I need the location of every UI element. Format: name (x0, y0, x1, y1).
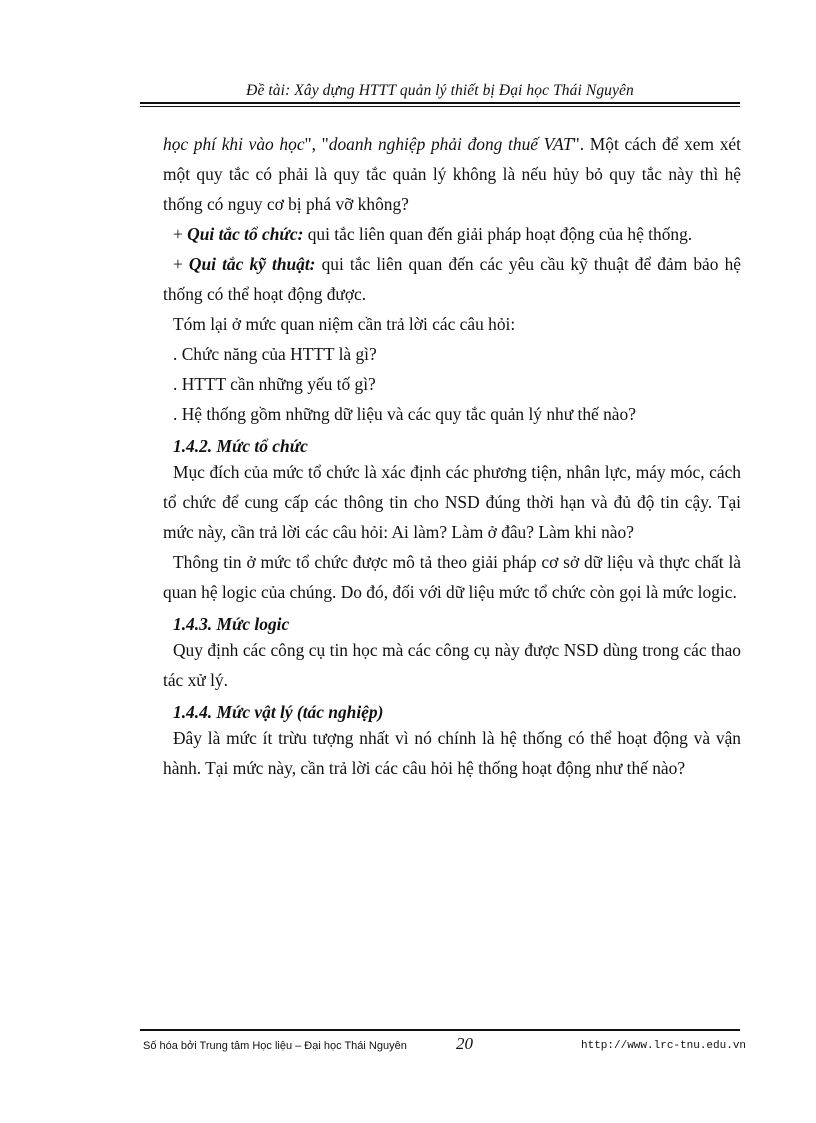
paragraph-organization-level: Mục đích của mức tổ chức là xác định các phương tiện, nhân lực, máy móc, cách tổ chức để cung cấp các thông tin cho NSD đúng thời hạn và đủ độ tin cậy. Tại mức này, cần trả lời các câu hỏi: Ai làm? Làm ở đâu? Làm khi nào? (163, 462, 741, 542)
paragraph-organization-rule (163, 219, 741, 249)
paragraph-organization-info: Thông tin ở mức tổ chức được mô tả theo giải pháp cơ sở dữ liệu và thực chất là quan hệ logic của chúng. Do đó, đối với dữ liệu mức tổ chức còn gọi là mức logic. (163, 552, 741, 602)
paragraph-physical-level: Đây là mức ít trừu tượng nhất vì nó chính là hệ thống có thể hoạt động và vận hành. Tại mức này, cần trả lời các câu hỏi hệ thống hoạt động như thế nào? (163, 728, 741, 778)
header-rule-thin (140, 106, 740, 107)
term-technical-rule: Qui tắc kỹ thuật: (188, 254, 316, 274)
running-header: Đề tài: Xây dựng HTTT quản lý thiết bị Đại học Thái Nguyên (246, 82, 634, 99)
question-item-1: . Chức năng của HTTT là gì? (173, 344, 377, 364)
footer-rule (140, 1029, 740, 1031)
paragraph-business-rule-examples (163, 129, 741, 219)
italic-example-1: học phí khi vào học (163, 134, 305, 154)
body-text (163, 129, 741, 783)
section-heading-1-4-3: 1.4.3. Mức logic (173, 614, 290, 634)
bullet-prefix: + (173, 254, 189, 274)
paragraph-text: qui tắc liên quan đến các yêu cầu kỹ thuật để đảm bảo hệ thống có thể hoạt động được. (163, 254, 741, 304)
paragraph-text: ". Một cách để xem xét một quy tắc có phải là quy tắc quản lý không là nếu hủy bỏ quy tắc này thì hệ thống có nguy cơ bị phá vỡ không? (163, 134, 741, 214)
paragraph-summary: Tóm lại ở mức quan niệm cần trả lời các câu hỏi: (173, 314, 516, 334)
footer-url: http://www.lrc-tnu.edu.vn (581, 1040, 747, 1052)
paragraph-logic-level: Quy định các công cụ tin học mà các công cụ này được NSD dùng trong các thao tác xử lý. (163, 640, 741, 690)
paragraph-technical-rule (163, 249, 741, 309)
header-rule (140, 102, 740, 104)
term-organization-rule: Qui tắc tổ chức: (187, 224, 304, 244)
bullet-prefix: + (173, 224, 188, 244)
section-heading-1-4-2: 1.4.2. Mức tổ chức (173, 436, 308, 456)
question-item-3: . Hệ thống gồm những dữ liệu và các quy tắc quản lý như thế nào? (173, 404, 636, 424)
page-number: 20 (456, 1034, 473, 1053)
section-heading-1-4-4: 1.4.4. Mức vật lý (tác nghiệp) (173, 702, 384, 722)
separator: ", " (304, 134, 329, 154)
italic-example-2: doanh nghiệp phải đong thuế VAT (328, 134, 573, 154)
question-item-2: . HTTT cần những yếu tố gì? (173, 374, 376, 394)
footer-source: Số hóa bởi Trung tâm Học liệu – Đại học Thái Nguyên (143, 1040, 407, 1052)
paragraph-text: qui tắc liên quan đến giải pháp hoạt động của hệ thống. (303, 224, 693, 244)
